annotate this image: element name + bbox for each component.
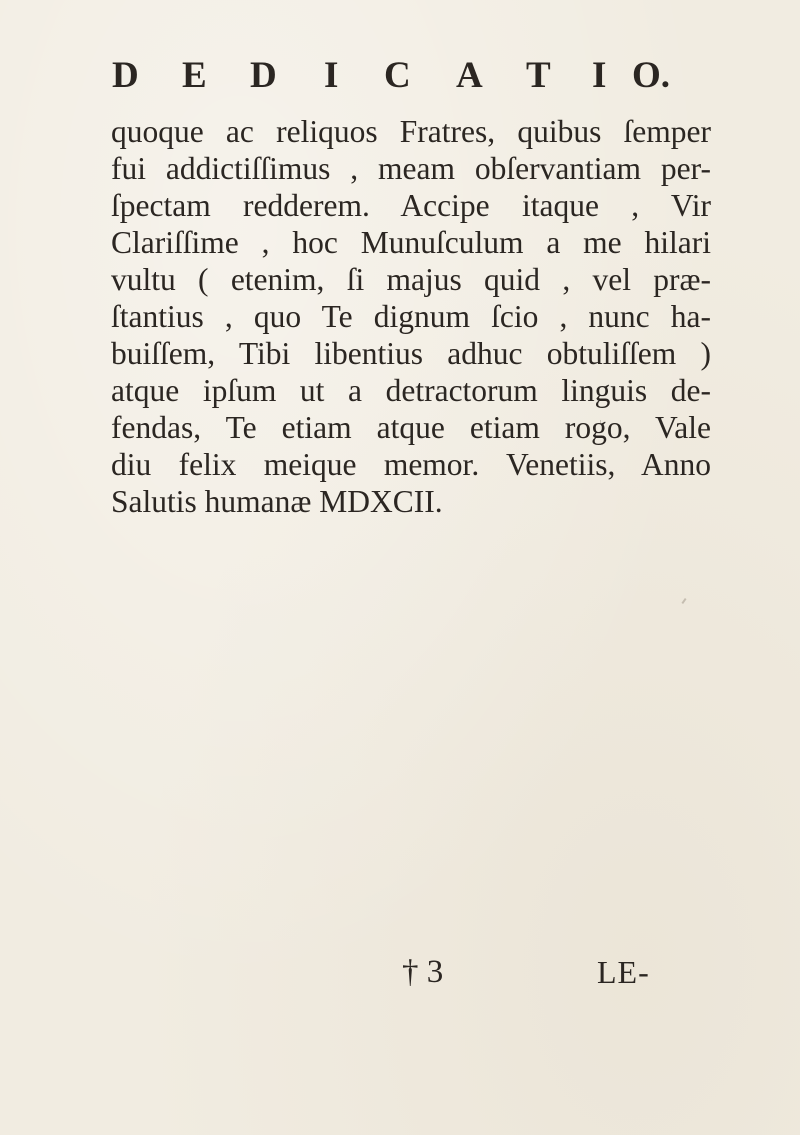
text-line: fendas, Te etiam atque etiam rogo, Vale	[111, 410, 711, 445]
signature-mark: † 3	[402, 954, 444, 990]
header-letter: I	[592, 55, 607, 96]
paper-speck	[600, 420, 601, 423]
text-line: atque ipſum ut a detractorum linguis de-	[111, 373, 711, 408]
header-letter: O.	[632, 55, 671, 96]
header-letter: D	[250, 55, 277, 96]
catchword: LE-	[597, 954, 650, 990]
paper-speck	[681, 598, 686, 604]
text-line: diu felix meique memor. Venetiis, Anno	[111, 447, 711, 482]
text-line: Clariſſime , hoc Munuſculum a me hilari	[111, 225, 711, 260]
dedication-body-text	[111, 113, 711, 520]
page-header-dedicatio	[112, 54, 671, 98]
text-line: ſtantius , quo Te dignum ſcio , nunc ha-	[111, 299, 711, 334]
text-line-final: Salutis humanæ MDXCII.	[111, 484, 443, 519]
header-letter: E	[182, 55, 207, 96]
header-letter: D	[112, 55, 139, 96]
header-letter: I	[324, 55, 339, 96]
header-letter: A	[456, 55, 483, 96]
text-line: fui addictiſſimus , meam obſervantiam per-	[111, 151, 711, 186]
header-letter: T	[526, 55, 551, 96]
text-line: ſpectam redderem. Accipe itaque , Vir	[111, 188, 711, 223]
header-letter: C	[384, 55, 411, 96]
text-line: quoque ac reliquos Fratres, quibus ſemper	[111, 114, 711, 149]
page-footer	[0, 952, 800, 992]
text-line: vultu ( etenim, ſi majus quid , vel præ-	[111, 262, 711, 297]
text-line: buiſſem, Tibi libentius adhuc obtuliſſem )	[111, 336, 711, 371]
